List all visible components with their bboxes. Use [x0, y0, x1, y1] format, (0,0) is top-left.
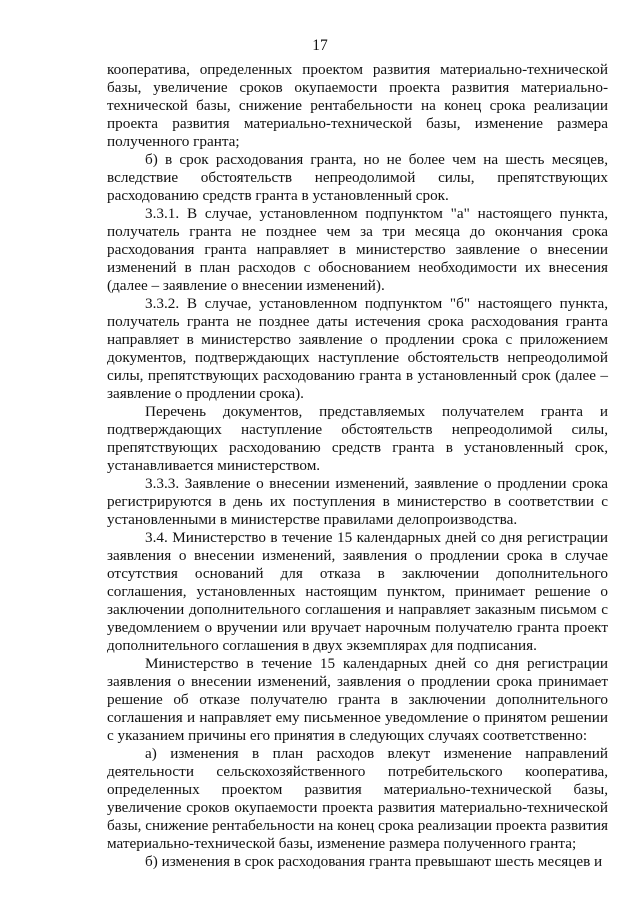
paragraph-refusal-a: а) изменения в план расходов влекут изменение направлений деятельности сельскохозяйственного потребительского кооператива, определенных проектом развития материально-технической базы, увеличение сроков окупаемости проекта развития материально-технической базы, снижение рентабельности на конец срока реализации проекта развития материально-технической базы, изменение размера полученного гранта; [107, 745, 608, 852]
paragraph-3-3-3: 3.3.3. Заявление о внесении изменений, заявление о продлении срока регистрируются в день их поступления в министерство в соответствии с установленными в министерстве правилами делопроизводства. [107, 475, 608, 528]
paragraph-refusal: Министерство в течение 15 календарных дней со дня регистрации заявления о внесении изменений, заявления о продлении срока принимает решение об отказе получателю гранта в заключении дополнительного соглашения и направляет ему письменное уведомление о принятом решении с указанием причины его принятия в следующих случаях соответственно: [107, 655, 608, 744]
paragraph-3-4: 3.4. Министерство в течение 15 календарных дней со дня регистрации заявления о внесении изменений, заявления о продлении срока в случае отсутствия оснований для отказа в заключении дополнительного соглашения, установленных настоящим пунктом, принимает решение о заключении дополнительного соглашения и направляет заказным письмом с уведомлением о вручении или вручает нарочным получателю гранта проект дополнительного соглашения в двух экземплярах для подписания. [107, 529, 608, 654]
body-text [107, 61, 608, 871]
paragraph-documents-list: Перечень документов, представляемых получателем гранта и подтверждающих наступление обстоятельств непреодолимой силы, препятствующих расходованию средств гранта в установленный срок, устанавливается министерством. [107, 403, 608, 474]
paragraph-continuation: кооператива, определенных проектом развития материально-технической базы, увеличение сроков окупаемости проекта развития материально-технической базы, снижение рентабельности на конец срока реализации проекта развития материально-технической базы, изменение размера полученного гранта; [107, 61, 608, 150]
paragraph-3-3-1: 3.3.1. В случае, установленном подпунктом "а" настоящего пункта, получатель гранта не позднее чем за три месяца до окончания срока расходования гранта направляет в министерство заявление о внесении изменений в план расходов с обоснованием необходимости их внесения (далее – заявление о внесении изменений). [107, 205, 608, 294]
paragraph-item-b: б) в срок расходования гранта, но не более чем на шесть месяцев, вследствие обстоятельств непреодолимой силы, препятствующих расходованию средств гранта в установленный срок. [107, 151, 608, 204]
paragraph-3-3-2: 3.3.2. В случае, установленном подпунктом "б" настоящего пункта, получатель гранта не позднее даты истечения срока расходования гранта направляет в министерство заявление о продлении срока с приложением документов, подтверждающих наступление обстоятельств непреодолимой силы, препятствующих расходованию гранта в установленный срок (далее – заявление о продлении срока). [107, 295, 608, 402]
page-number: 17 [312, 37, 328, 54]
paragraph-refusal-b: б) изменения в срок расходования гранта превышают шесть месяцев и [145, 853, 603, 870]
